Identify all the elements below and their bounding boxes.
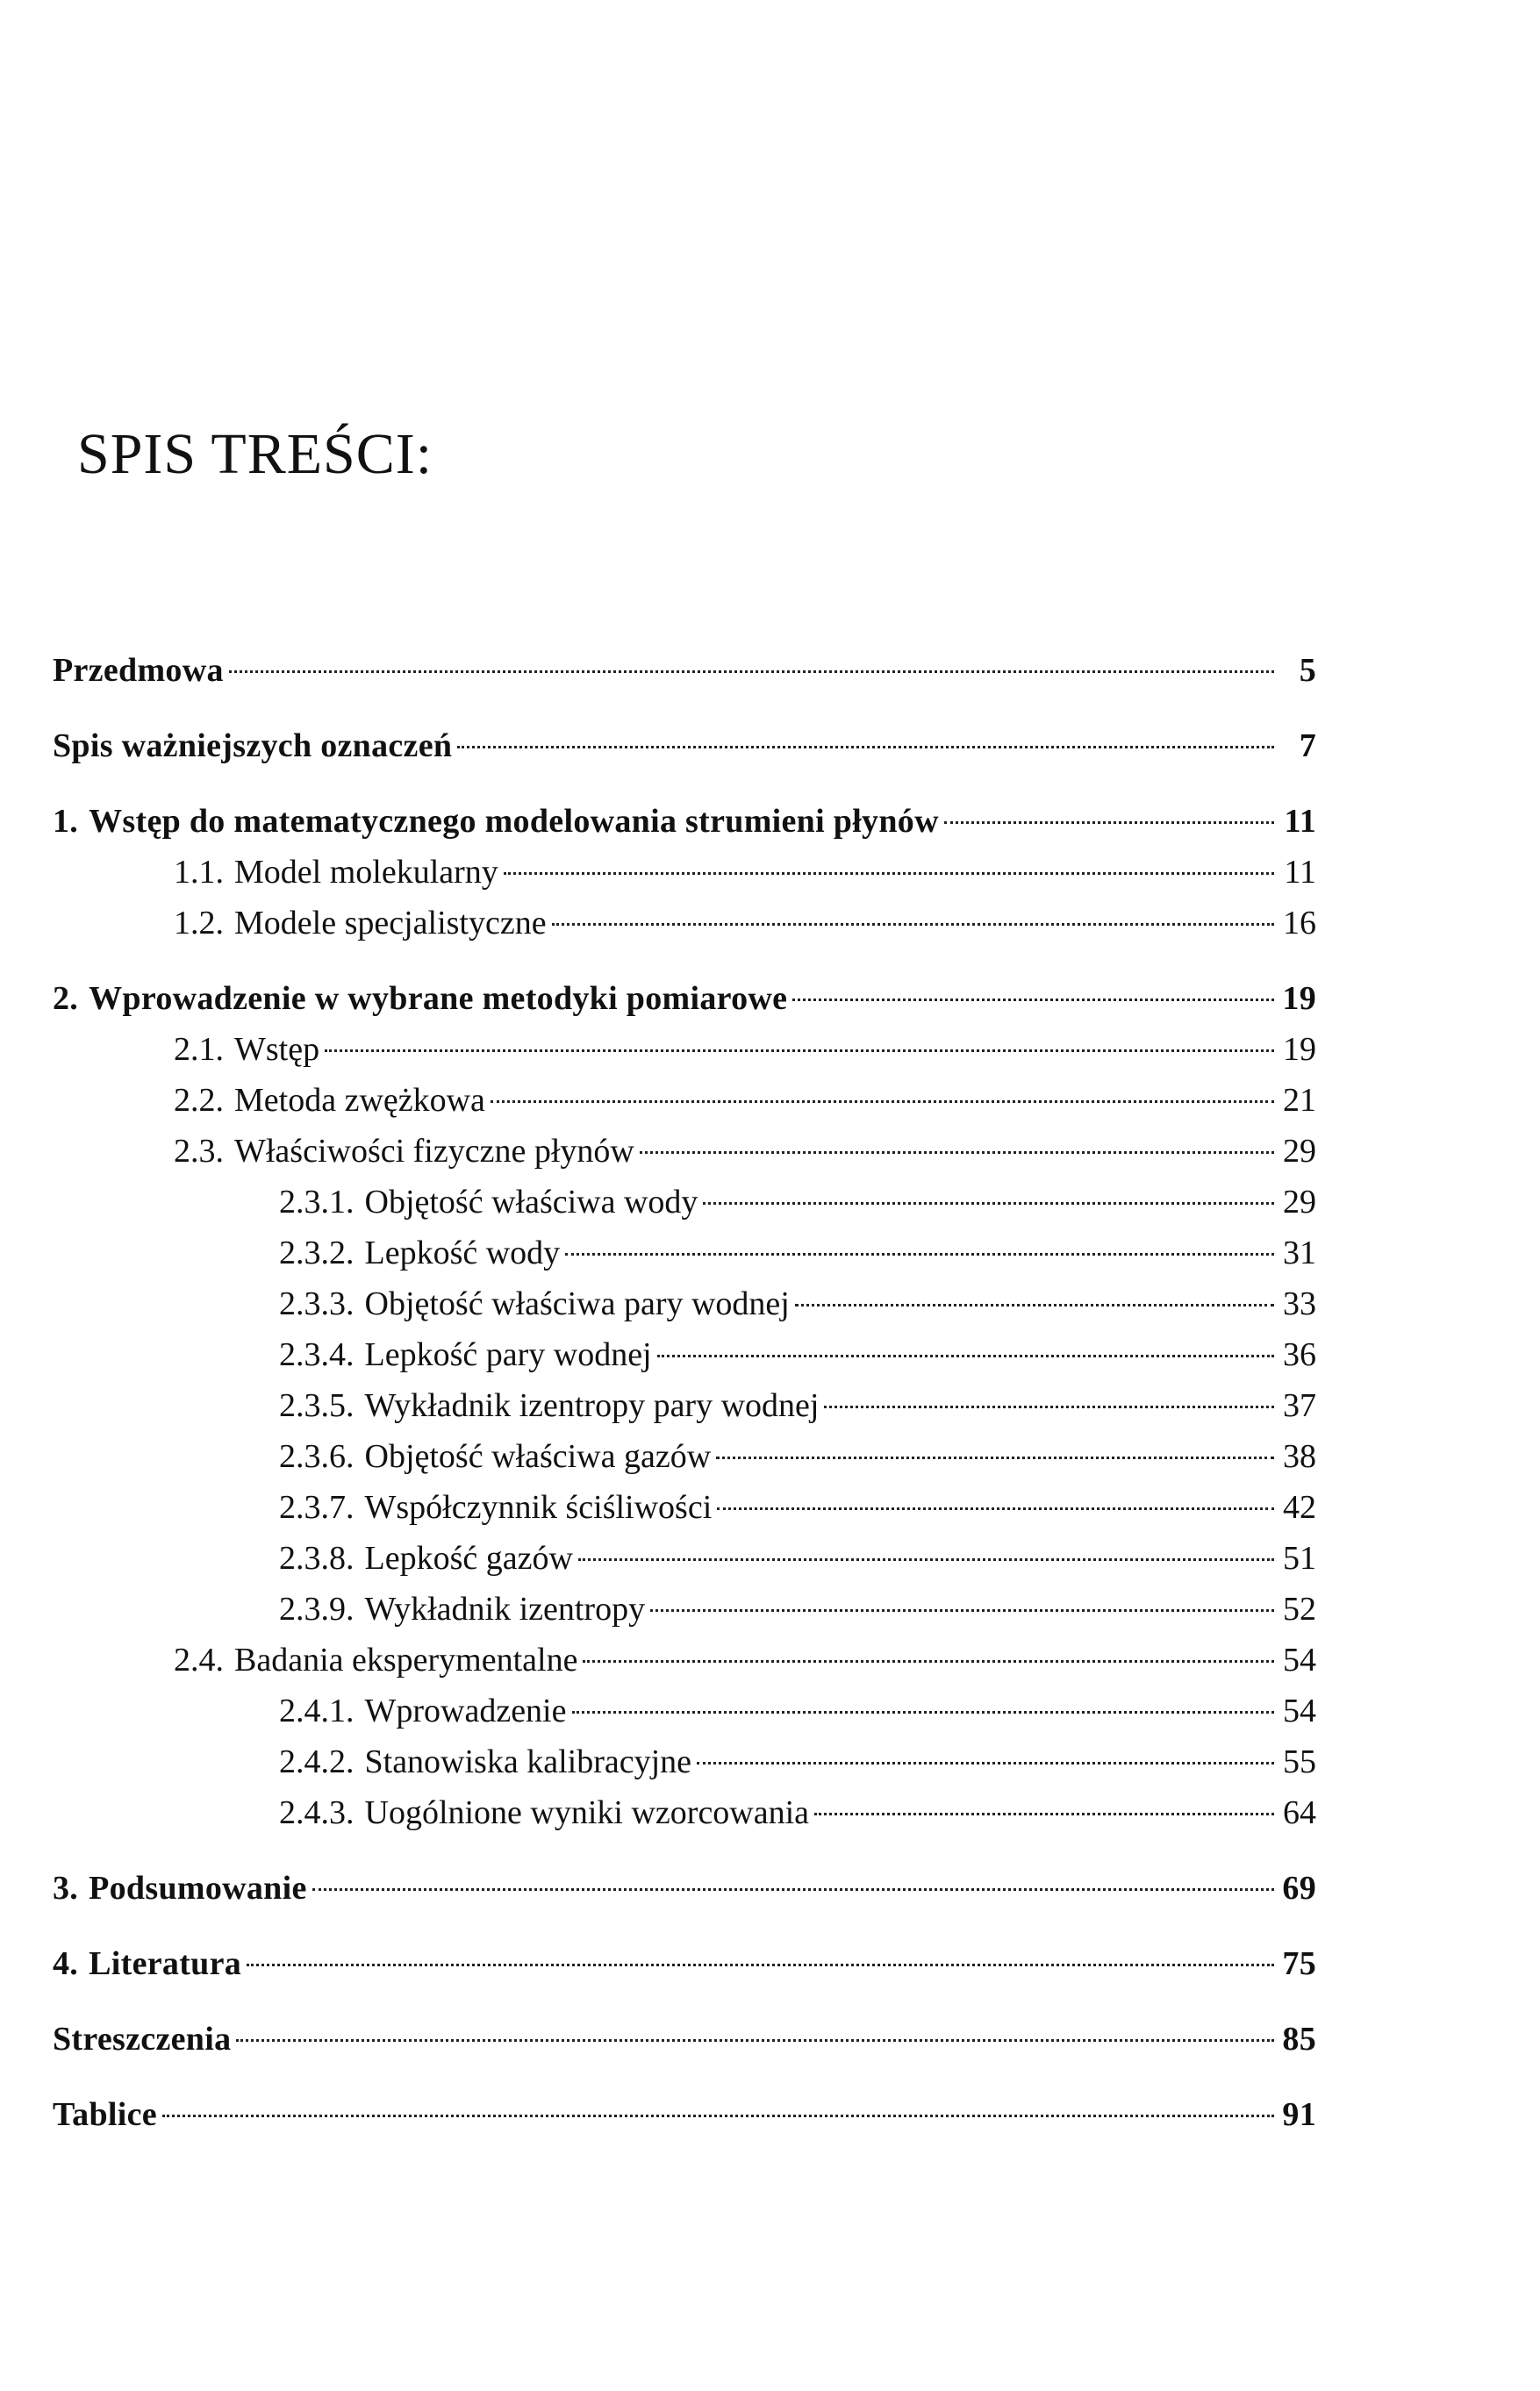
toc-page-number: 37 [1283,1387,1316,1424]
toc-entry-chapter-1[interactable] [53,796,1316,847]
toc-entry-2-3-6[interactable] [53,1431,1316,1482]
toc-dot-leader [491,1100,1274,1103]
toc-entry-label: 3. Podsumowanie [53,1870,307,1907]
toc-page-number: 55 [1283,1743,1316,1780]
toc-entry-2-3[interactable] [53,1126,1316,1177]
toc-page-number: 36 [1283,1336,1316,1373]
toc-page-number: 75 [1282,1945,1316,1982]
toc-dot-leader [578,1558,1274,1561]
toc-page-number: 5 [1299,652,1316,689]
toc-page-number: 7 [1299,727,1316,764]
toc-entry-label: 2.1. Wstęp [174,1031,320,1068]
toc-entry-label: 2.4.2. Stanowiska kalibracyjne [279,1743,692,1780]
toc-page-number: 54 [1283,1642,1316,1679]
toc-dot-leader [650,1609,1274,1612]
toc-entry-label: Przedmowa [53,652,224,689]
toc-page-number: 19 [1283,1031,1316,1068]
toc-dot-leader [457,746,1274,748]
toc-dot-leader [325,1049,1274,1052]
toc-entry-przedmowa[interactable] [53,645,1316,696]
toc-entry-label: 2.3. Właściwości fizyczne płynów [174,1133,634,1170]
toc-entry-label: 2.3.8. Lepkość gazów [279,1540,573,1577]
toc-entry-label: 2.3.7. Współczynnik ściśliwości [279,1489,713,1526]
toc-entry-2-1[interactable] [53,1024,1316,1075]
toc-dot-leader [697,1762,1274,1765]
toc-entry-streszczenia[interactable] [53,2014,1316,2065]
toc-dot-leader [162,2115,1274,2117]
toc-page-number: 11 [1284,803,1316,840]
toc-page-number: 19 [1282,980,1316,1017]
toc-entry-2-3-1[interactable] [53,1177,1316,1228]
toc-dot-leader [312,1888,1274,1891]
toc-page-number: 51 [1283,1540,1316,1577]
toc-entry-label: 2.2. Metoda zwężkowa [174,1082,485,1119]
toc-dot-leader [703,1202,1274,1205]
toc-dot-leader [583,1660,1274,1663]
toc-entry-1-2[interactable] [53,898,1316,949]
toc-page-number: 64 [1283,1794,1316,1831]
toc-dot-leader [814,1813,1274,1815]
toc-dot-leader [824,1406,1274,1408]
toc-entry-label: 2.3.1. Objętość właściwa wody [279,1184,698,1221]
toc-page-number: 85 [1282,2021,1316,2058]
toc-entry-label: Spis ważniejszych oznaczeń [53,727,453,764]
toc-page-number: 38 [1283,1438,1316,1475]
toc-entry-label: 1.1. Model molekularny [174,854,498,891]
toc-page-number: 21 [1283,1082,1316,1119]
toc-dot-leader [236,2039,1274,2042]
toc-entry-2-3-2[interactable] [53,1228,1316,1278]
toc-entry-spis-oznaczen[interactable] [53,720,1316,771]
toc-entry-2-4-2[interactable] [53,1736,1316,1787]
toc-dot-leader [657,1355,1274,1357]
toc-entry-label: 2.3.6. Objętość właściwa gazów [279,1438,712,1475]
toc-entry-chapter-4[interactable] [53,1938,1316,1989]
toc-dot-leader [717,1507,1274,1510]
toc-page-number: 11 [1284,854,1316,891]
toc-page-number: 29 [1283,1184,1316,1221]
toc-entry-2-3-7[interactable] [53,1482,1316,1533]
toc-page-number: 33 [1283,1285,1316,1322]
toc-page-number: 69 [1282,1870,1316,1907]
toc-entry-2-4-1[interactable] [53,1686,1316,1736]
toc-entry-label: 2.3.4. Lepkość pary wodnej [279,1336,652,1373]
toc-page-number: 54 [1283,1693,1316,1729]
toc-dot-leader [640,1151,1274,1154]
toc-entry-label: 4. Literatura [53,1945,242,1982]
toc-entry-label: 1.2. Modele specjalistyczne [174,905,547,941]
toc-entry-label: 2.4.3. Uogólnione wyniki wzorcowania [279,1794,810,1831]
toc-entry-label: 2.3.2. Lepkość wody [279,1235,561,1271]
toc-entry-1-1[interactable] [53,847,1316,898]
toc-dot-leader [572,1711,1275,1714]
table-of-contents [53,645,1316,2140]
toc-entry-2-3-3[interactable] [53,1278,1316,1329]
toc-dot-leader [792,999,1274,1001]
toc-page-number: 16 [1283,905,1316,941]
toc-entry-2-2[interactable] [53,1075,1316,1126]
toc-page-number: 52 [1283,1591,1316,1628]
toc-dot-leader [552,923,1274,926]
toc-page-number: 91 [1282,2096,1316,2133]
toc-entry-2-3-5[interactable] [53,1380,1316,1431]
toc-dot-leader [565,1253,1274,1256]
toc-entry-2-3-4[interactable] [53,1329,1316,1380]
toc-page-number: 42 [1283,1489,1316,1526]
toc-entry-label: 2.3.3. Objętość właściwa pary wodnej [279,1285,790,1322]
toc-dot-leader [247,1964,1274,1966]
toc-page-number: 29 [1283,1133,1316,1170]
toc-entry-label: 2.3.9. Wykładnik izentropy [279,1591,646,1628]
toc-entry-label: Streszczenia [53,2021,232,2058]
toc-entry-label: 2.4. Badania eksperymentalne [174,1642,578,1679]
toc-entry-label: 2. Wprowadzenie w wybrane metodyki pomiarowe [53,980,788,1017]
toc-entry-tablice[interactable] [53,2089,1316,2140]
toc-entry-2-3-8[interactable] [53,1533,1316,1584]
toc-dot-leader [944,821,1274,824]
toc-dot-leader [716,1457,1274,1459]
toc-entry-2-4-3[interactable] [53,1787,1316,1838]
toc-entry-label: 2.3.5. Wykładnik izentropy pary wodnej [279,1387,820,1424]
toc-dot-leader [795,1304,1274,1306]
toc-entry-chapter-3[interactable] [53,1863,1316,1914]
toc-dot-leader [504,872,1274,875]
toc-entry-chapter-2[interactable] [53,973,1316,1024]
toc-page-number: 31 [1283,1235,1316,1271]
toc-entry-label: 2.4.1. Wprowadzenie [279,1693,567,1729]
toc-entry-2-4[interactable] [53,1635,1316,1686]
toc-entry-label: Tablice [53,2096,157,2133]
page-title: SPIS TREŚCI: [77,422,433,486]
toc-entry-label: 1. Wstęp do matematycznego modelowania strumieni płynów [53,803,939,840]
toc-entry-2-3-9[interactable] [53,1584,1316,1635]
toc-dot-leader [229,670,1274,673]
